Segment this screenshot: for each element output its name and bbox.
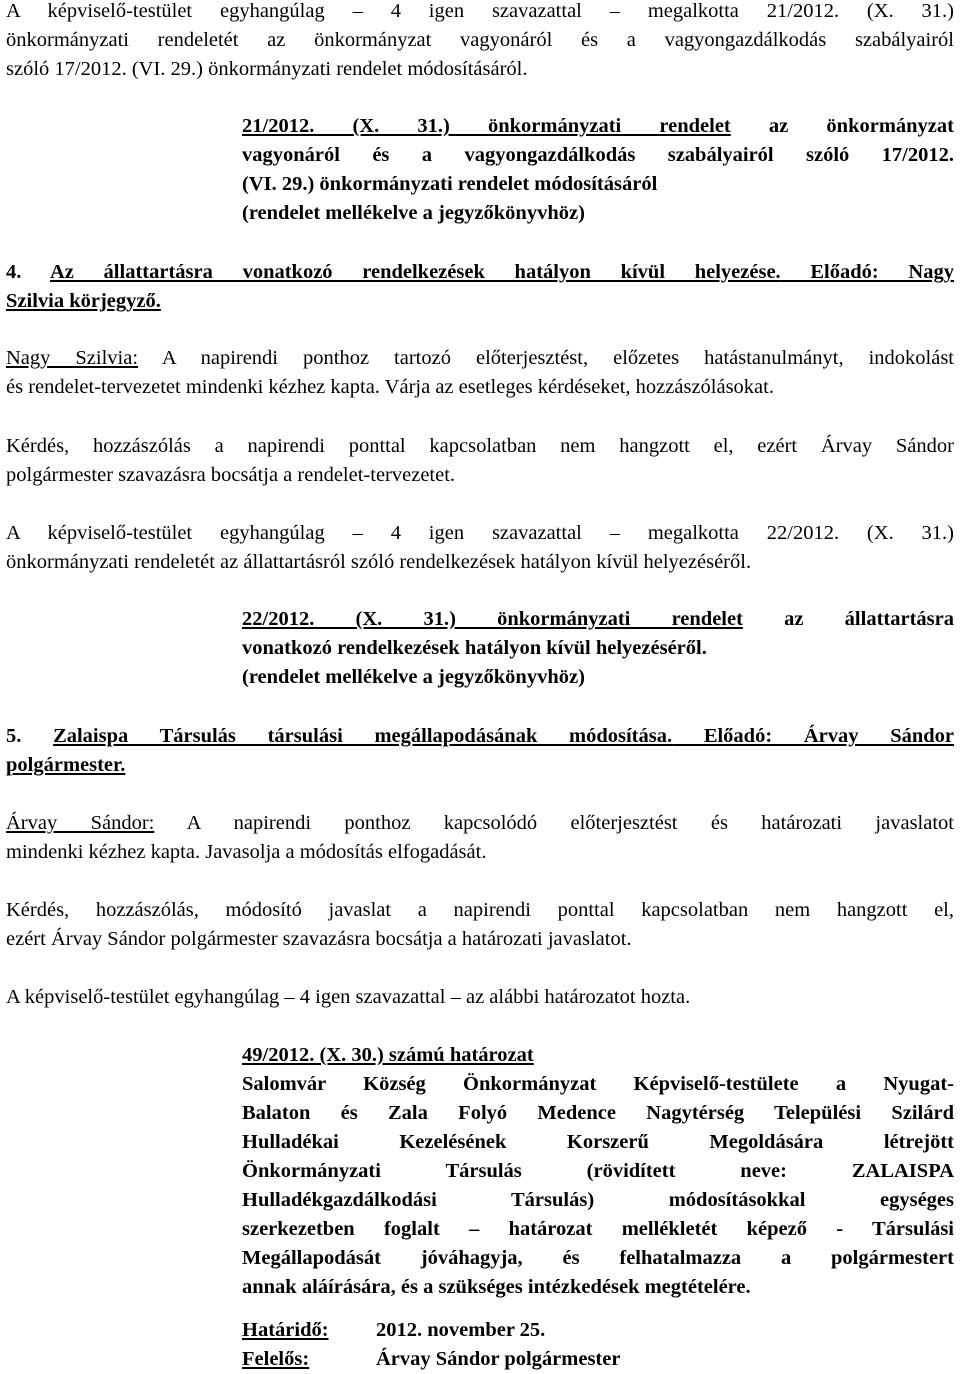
text-line: vagyonáról és a vagyongazdálkodás szabályairól szóló 17/2012.: [242, 144, 954, 166]
agenda-title: Az állattartásra vonatkozó rendelkezések hatályon kívül helyezése.: [49, 261, 781, 283]
agenda-presenter: Előadó: Nagy: [780, 261, 954, 283]
responsible-line: [242, 1345, 954, 1374]
resolution-line: Hulladékgazdálkodási Társulás) módosításokkal egységes: [242, 1189, 954, 1211]
agenda-presenter: Előadó: Árvay Sándor: [672, 725, 954, 747]
text-line: önkormányzati rendeletét az állattartásról szóló rendelkezések hatályon kívül helyezéséről.: [6, 551, 752, 573]
deadline-value: 2012. november 25.: [376, 1319, 546, 1341]
agenda-item-5-heading: [6, 722, 954, 751]
text-line: polgármester szavazásra bocsátja a rendelet-tervezetet.: [6, 464, 456, 486]
text-line: [6, 344, 954, 373]
text-line: [6, 809, 954, 838]
agenda-presenter-line: [6, 287, 954, 316]
text-line: A képviselő-testület egyhangúlag – 4 igen szavazattal – megalkotta 21/2012. (X. 31.): [6, 0, 954, 22]
resolution-line: Balaton és Zala Folyó Medence Nagytérség Települési Szilárd: [242, 1102, 954, 1124]
text-line: Kérdés, hozzászólás a napirendi ponttal kapcsolatban nem hangzott el, ezért Árvay Sándor: [6, 435, 954, 457]
resolution-body: [242, 1070, 954, 1273]
agenda-presenter-name: Szilvia körjegyző.: [6, 290, 161, 312]
speaker-name: Árvay Sándor:: [6, 812, 155, 834]
resolution-title-line: [242, 1041, 954, 1070]
deadline-line: [242, 1316, 954, 1345]
agenda-item-4: [6, 258, 954, 316]
text-line: szóló 17/2012. (VI. 29.) önkormányzati rendelet módosításáról.: [6, 58, 528, 80]
resolution-block: [242, 1041, 954, 1374]
text-line: önkormányzati rendeletét az önkormányzat vagyonáról és a vagyongazdálkodás szabályairól: [6, 29, 954, 51]
resolution-line: Hulladékai Kezelésének Korszerű Megoldására létrejött: [242, 1131, 954, 1153]
paragraph-nagy-szilvia: [6, 344, 954, 402]
decree-22-title: 22/2012. (X. 31.) önkormányzati rendelet: [242, 608, 743, 630]
text-line: annak aláírására, és a szükséges intézkedések megtételére.: [242, 1276, 751, 1298]
paragraph-questions-2: [6, 896, 954, 954]
text-line: Kérdés, hozzászólás, módosító javaslat a napirendi ponttal kapcsolatban nem hangzott el,: [6, 899, 954, 921]
deadline-label: Határidő:: [242, 1319, 329, 1341]
agenda-item-5: [6, 722, 954, 780]
agenda-presenter-line: [6, 751, 954, 780]
text-fragment: az önkormányzat: [730, 115, 954, 137]
text-fragment: A napirendi ponthoz tartozó előterjesztést, előzetes hatástanulmányt, indokolást: [138, 347, 954, 369]
decree-22-title-line: [242, 605, 954, 634]
paragraph-vote-resolution: [6, 983, 954, 1012]
text-line: (VI. 29.) önkormányzati rendelet módosításáról: [242, 173, 658, 195]
text-fragment: A napirendi ponthoz kapcsolódó előterjesztést és határozati javaslatot: [154, 812, 954, 834]
text-line: (rendelet mellékelve a jegyzőkönyvhöz): [242, 666, 585, 688]
agenda-item-4-heading: [6, 258, 954, 287]
agenda-title: Zalaispa Társulás társulási megállapodásának módosítása.: [53, 725, 673, 747]
resolution-line: Salomvár Község Önkormányzat Képviselő-testülete a Nyugat-: [242, 1073, 954, 1095]
text-line: mindenki kézhez kapta. Javasolja a módosítás elfogadását.: [6, 841, 487, 863]
responsible-value: Árvay Sándor polgármester: [376, 1348, 621, 1370]
paragraph-vote-22: [6, 519, 954, 577]
text-line: A képviselő-testület egyhangúlag – 4 igen szavazattal – az alábbi határozatot hozta.: [6, 986, 691, 1008]
agenda-number: 4.: [6, 261, 50, 283]
decree-21-title: 21/2012. (X. 31.) önkormányzati rendelet: [242, 115, 731, 137]
paragraph-arvay-sandor: [6, 809, 954, 867]
resolution-line: Megállapodását jóváhagyja, és felhatalmazza a polgármestert: [242, 1247, 954, 1269]
text-line: ezért Árvay Sándor polgármester szavazásra bocsátja a határozati javaslatot.: [6, 928, 632, 950]
speaker-name: Nagy Szilvia:: [6, 347, 139, 369]
paragraph-questions-1: [6, 432, 954, 490]
agenda-number: 5.: [6, 725, 54, 747]
agenda-presenter-name: polgármester.: [6, 754, 126, 776]
paragraph-vote-21: [6, 0, 954, 84]
text-line: A képviselő-testület egyhangúlag – 4 igen szavazattal – megalkotta 22/2012. (X. 31.): [6, 522, 954, 544]
decree-21-title-line: [242, 112, 954, 141]
decree-21-block: [242, 112, 954, 228]
text-line: (rendelet mellékelve a jegyzőkönyvhöz): [242, 202, 585, 224]
text-fragment: az állattartásra: [742, 608, 954, 630]
text-line: vonatkozó rendelkezések hatályon kívül helyezéséről.: [242, 637, 707, 659]
resolution-line: szerkezetben foglalt – határozat mellékletét képező - Társulási: [242, 1218, 954, 1240]
text-line: és rendelet-tervezetet mindenki kézhez kapta. Várja az esetleges kérdéseket, hozzászólásokat.: [6, 376, 774, 398]
decree-22-block: [242, 605, 954, 692]
responsible-label: Felelős:: [242, 1348, 310, 1370]
resolution-line: Önkormányzati Társulás (rövidített neve: ZALAISPA: [242, 1160, 954, 1182]
resolution-title: 49/2012. (X. 30.) számú határozat: [242, 1044, 534, 1066]
